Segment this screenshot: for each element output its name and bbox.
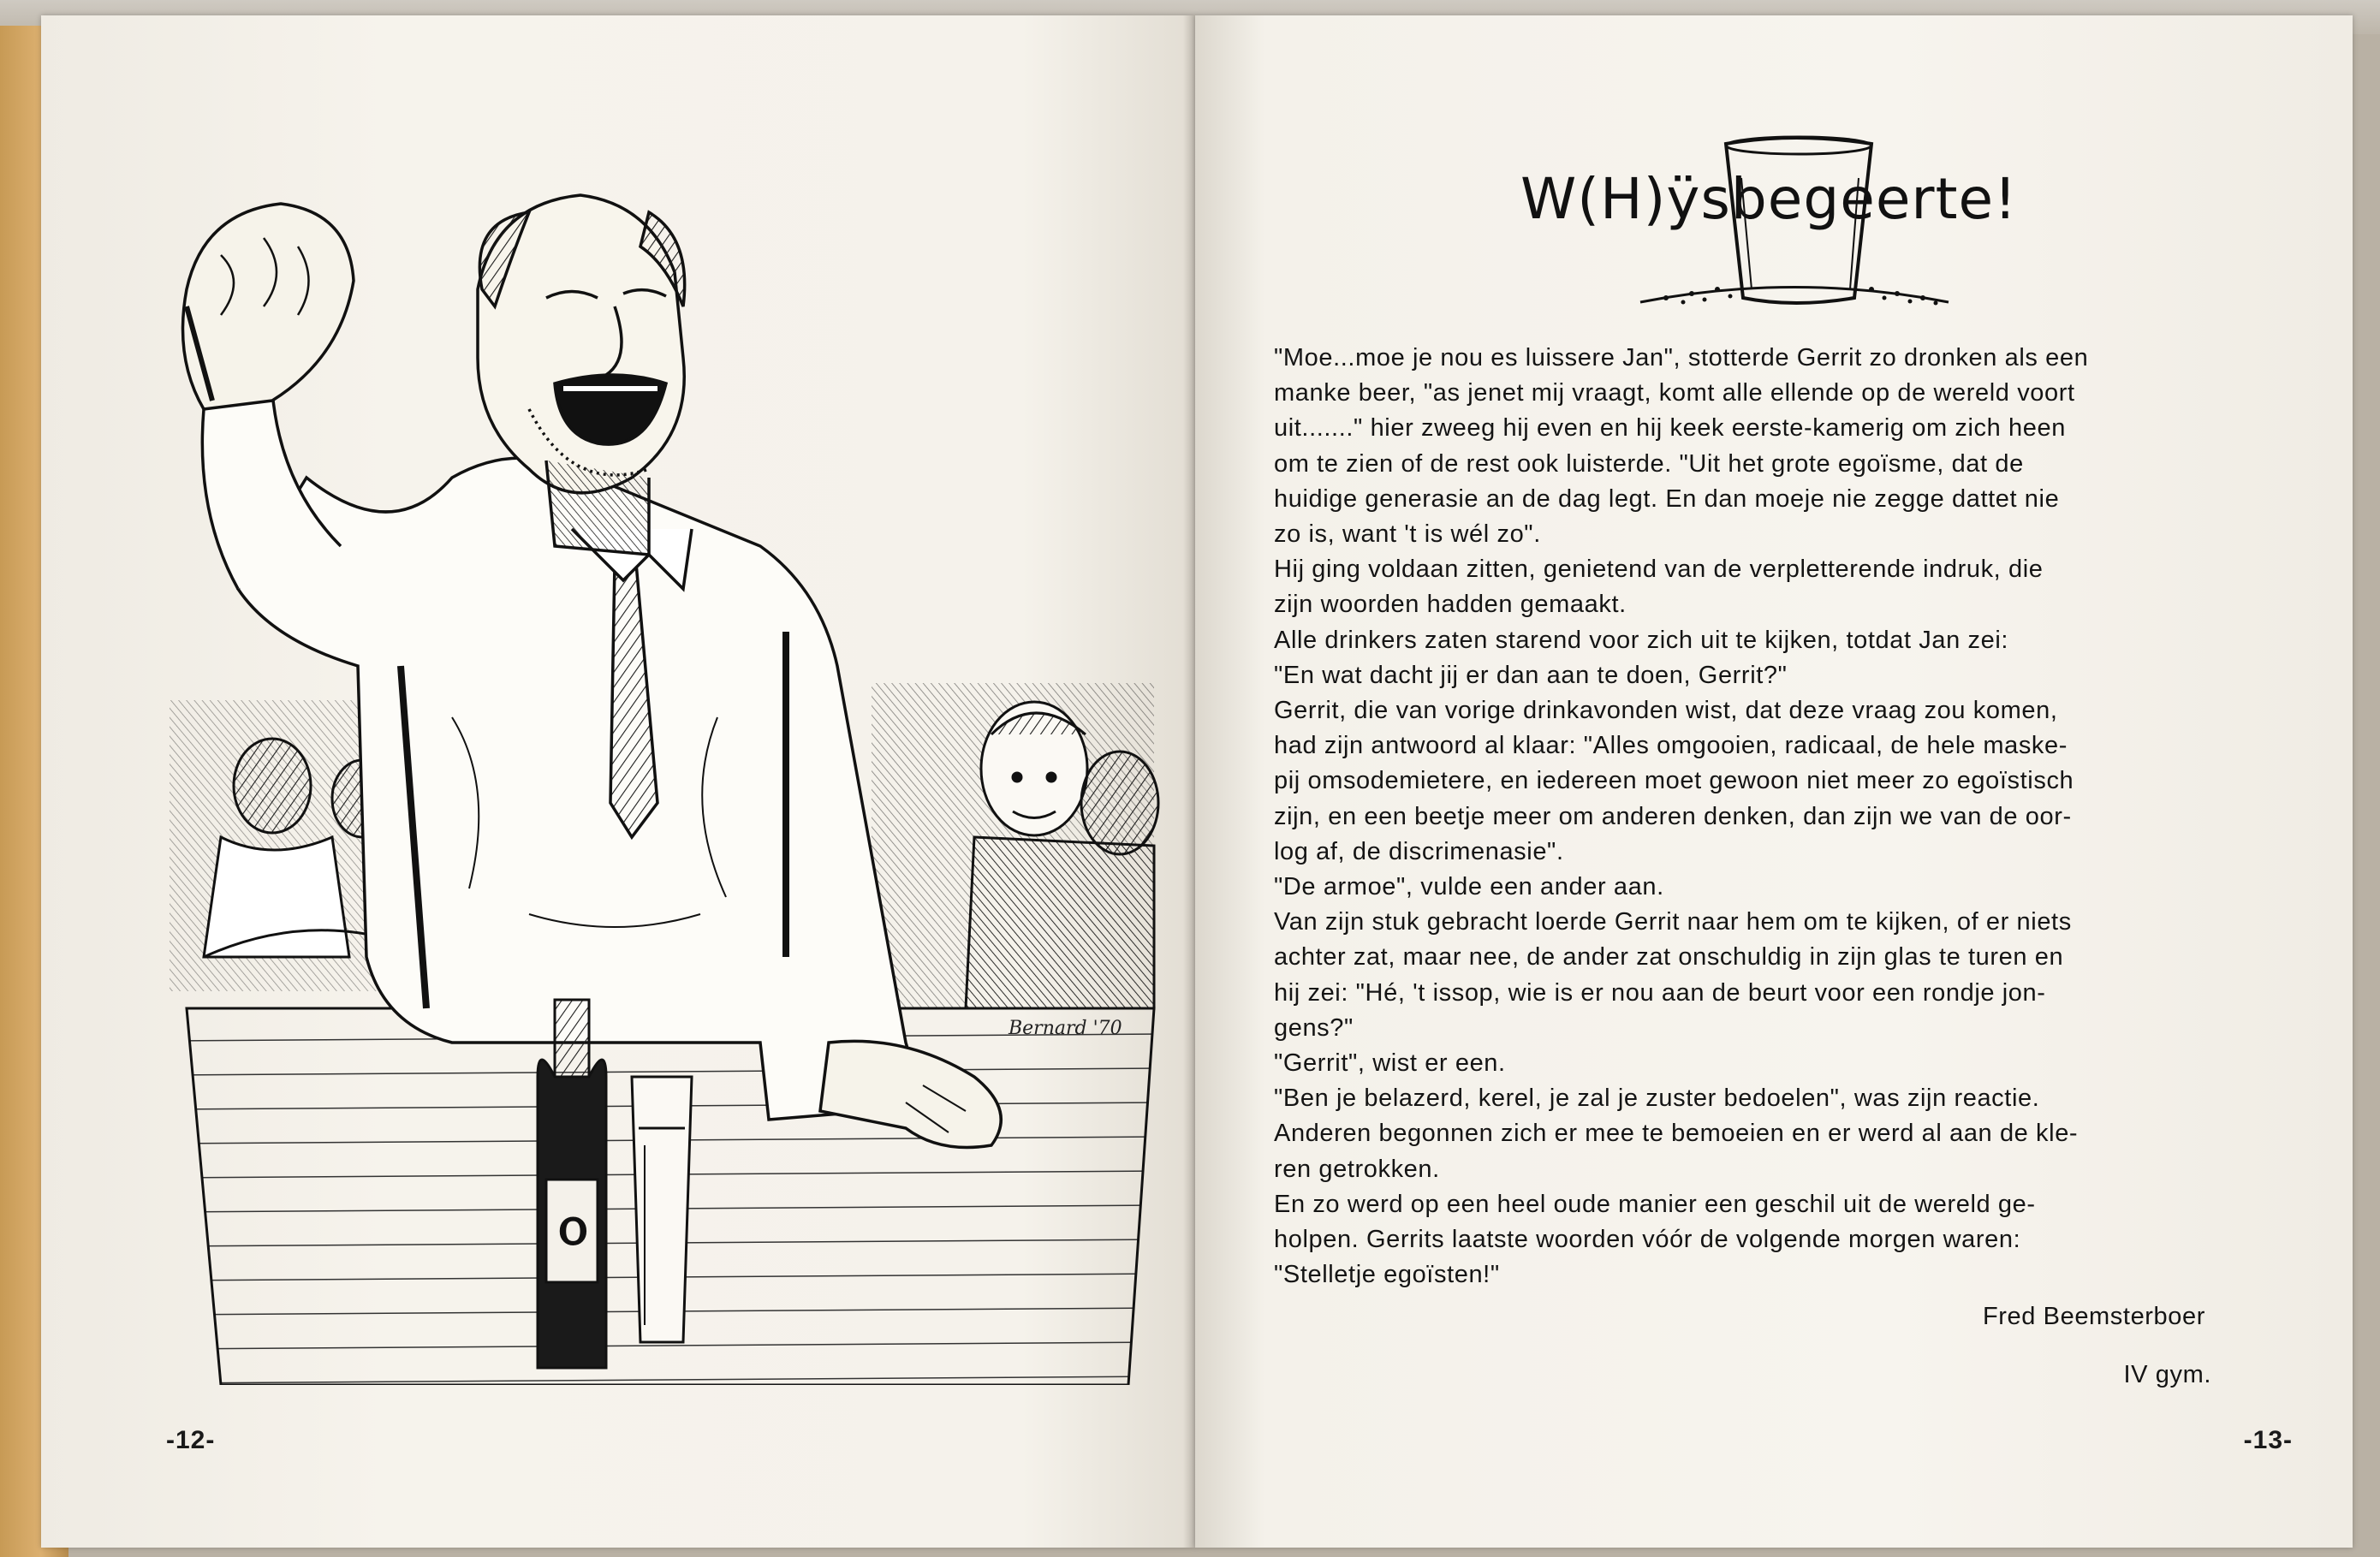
article-line: pij omsodemietere, en iedereen moet gewoon niet meer zo egoïstisch [1274, 767, 2074, 795]
article-line: Anderen begonnen zich er mee te bemoeien en er werd al aan de kle- [1274, 1120, 2079, 1148]
article-line: "Gerrit", wist er een. [1274, 1049, 1506, 1078]
article-line: "En wat dacht jij er dan aan te doen, Gerrit?" [1274, 661, 1788, 689]
article-line: "Ben je belazerd, kerel, je zal je zuster bedoelen", was zijn reactie. [1274, 1085, 2040, 1113]
article-line: om te zien of de rest ook luisterde. "Uit het grote egoïsme, dat de [1274, 449, 2024, 478]
article-body [1274, 341, 2241, 1293]
article-line: huidige generasie an de dag legt. En dan moeje nie zegge dattet nie [1274, 484, 2060, 513]
article-line: "De armoe", vulde een ander aan. [1274, 873, 1664, 901]
page-number-left: -12- [166, 1426, 216, 1454]
article-line: manke beer, "as jenet mij vraagt, komt alle ellende op de wereld voort [1274, 379, 2075, 407]
article-line: achter zat, maar nee, de ander zat onschuldig in zijn glas te turen en [1274, 943, 2064, 972]
article-line: Alle drinkers zaten starend voor zich uit te kijken, totdat Jan zei: [1274, 626, 2009, 654]
article-line: hij zei: "Hé, 't issop, wie is er nou aan de beurt voor een rondje jon- [1274, 978, 2046, 1007]
svg-text:O: O [559, 1213, 587, 1252]
article-line: had zijn antwoord al klaar: "Alles omgooien, radicaal, de hele maske- [1274, 732, 2068, 760]
article-line: Gerrit, die van vorige drinkavonden wist, dat deze vraag zou komen, [1274, 697, 2058, 725]
article-line: zijn, en een beetje meer om anderen denken, dan zijn we van de oor- [1274, 802, 2072, 830]
article-line: ren getrokken. [1274, 1155, 1440, 1183]
article-title: W(H)ÿsbegeerte! [1520, 166, 2018, 232]
author-name: Fred Beemsterboer [1982, 1303, 2205, 1330]
article-line: log af, de discrimenasie". [1274, 837, 1564, 865]
right-page [1195, 15, 2353, 1548]
article-line: zo is, want 't is wél zo". [1274, 520, 1541, 549]
author-class: IV gym. [2123, 1361, 2211, 1388]
page-number-right: -13- [2243, 1426, 2293, 1454]
article-line: Van zijn stuk gebracht loerde Gerrit naar hem om te kijken, of er niets [1274, 908, 2072, 936]
drunk-man-illustration [170, 187, 1163, 1385]
left-page [41, 15, 1195, 1548]
article-line: zijn woorden hadden gemaakt. [1274, 591, 1627, 619]
artist-signature: Bernard '70 [1009, 1018, 1122, 1039]
article-line: Hij ging voldaan zitten, genietend van de verpletterende indruk, die [1274, 556, 2044, 584]
article-line: "Stelletje egoïsten!" [1274, 1261, 1500, 1289]
article-line: En zo werd op een heel oude manier een geschil uit de wereld ge- [1274, 1190, 2036, 1218]
raised-fist [183, 204, 354, 409]
article-line: "Moe...moe je nou es luissere Jan", stotterde Gerrit zo dronken als een [1274, 344, 2089, 371]
article-line: uit......." hier zweeg hij even en hij keek eerste-kamerig om zich heen [1274, 414, 2066, 443]
drinking-glass [632, 1077, 692, 1342]
article-line: holpen. Gerrits laatste woorden vóór de volgende morgen waren: [1274, 1226, 2021, 1254]
article-line: gens?" [1274, 1013, 1354, 1042]
